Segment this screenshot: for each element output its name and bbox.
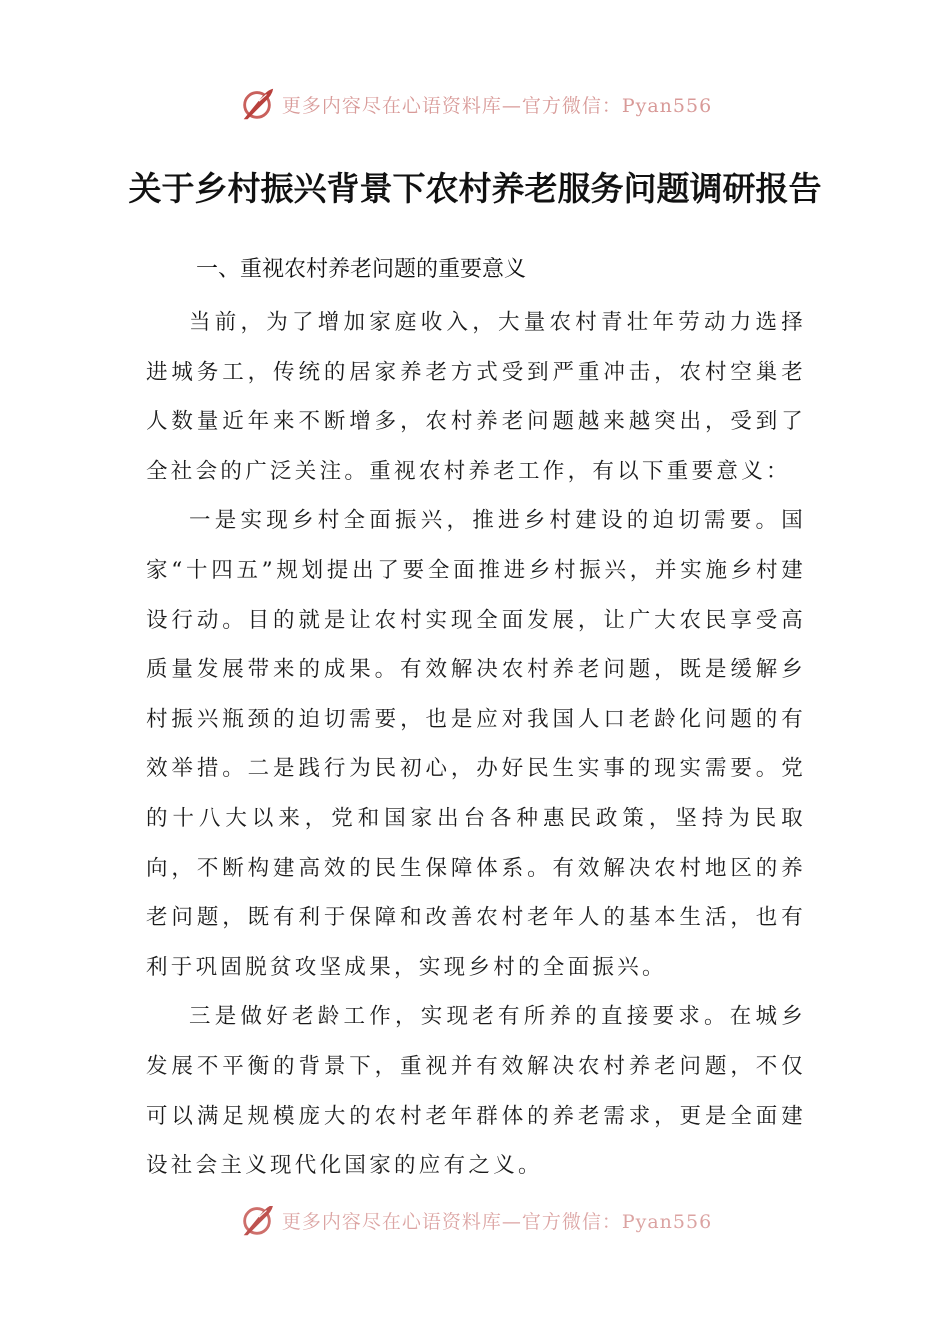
watermark-text: 更多内容尽在心语资料库—官方微信：Pyan556 xyxy=(281,1210,713,1233)
quill-logo-icon xyxy=(238,1206,276,1239)
document-title: 关于乡村振兴背景下农村养老服务问题调研报告 xyxy=(128,169,822,209)
header-watermark xyxy=(0,84,950,124)
paragraph: 当前，为了增加家庭收入，大量农村青壮年劳动力选择进城务工，传统的居家养老方式受到严重冲击，农村空巢老人数量近年来不断增多，农村养老问题越来越突出，受到了全社会的广泛关注。重视农村养老工作，有以下重要意义： xyxy=(146,310,806,484)
section-heading: 一、重视农村养老问题的重要意义 xyxy=(196,257,527,282)
paragraph: 一是实现乡村全面振兴，推进乡村建设的迫切需要。国家“十四五”规划提出了要全面推进乡村振兴，并实施乡村建设行动。目的就是让农村实现全面发展，让广大农民享受高质量发展带来的成果。有效解决农村养老问题，既是缓解乡村振兴瓶颈的迫切需要，也是应对我国人口老龄化问题的有效举措。二是践行为民初心，办好民生实事的现实需要。党的十八大以来，党和国家出台各种惠民政策，坚持为民取向，不断构建高效的民生保障体系。有效解决农村地区的养老问题，既有利于保障和改善农村老年人的基本生活，也有利于巩固脱贫攻坚成果，实现乡村的全面振兴。 xyxy=(146,508,806,980)
document-body xyxy=(146,298,806,1191)
paragraph: 三是做好老龄工作，实现老有所养的直接要求。在城乡发展不平衡的背景下，重视并有效解决农村养老问题，不仅可以满足规模庞大的农村老年群体的养老需求，更是全面建设社会主义现代化国家的应有之义。 xyxy=(146,1004,806,1179)
quill-logo-icon xyxy=(238,85,276,123)
watermark-text: 更多内容尽在心语资料库—官方微信：Pyan556 xyxy=(281,94,713,117)
footer-watermark xyxy=(0,1206,950,1246)
